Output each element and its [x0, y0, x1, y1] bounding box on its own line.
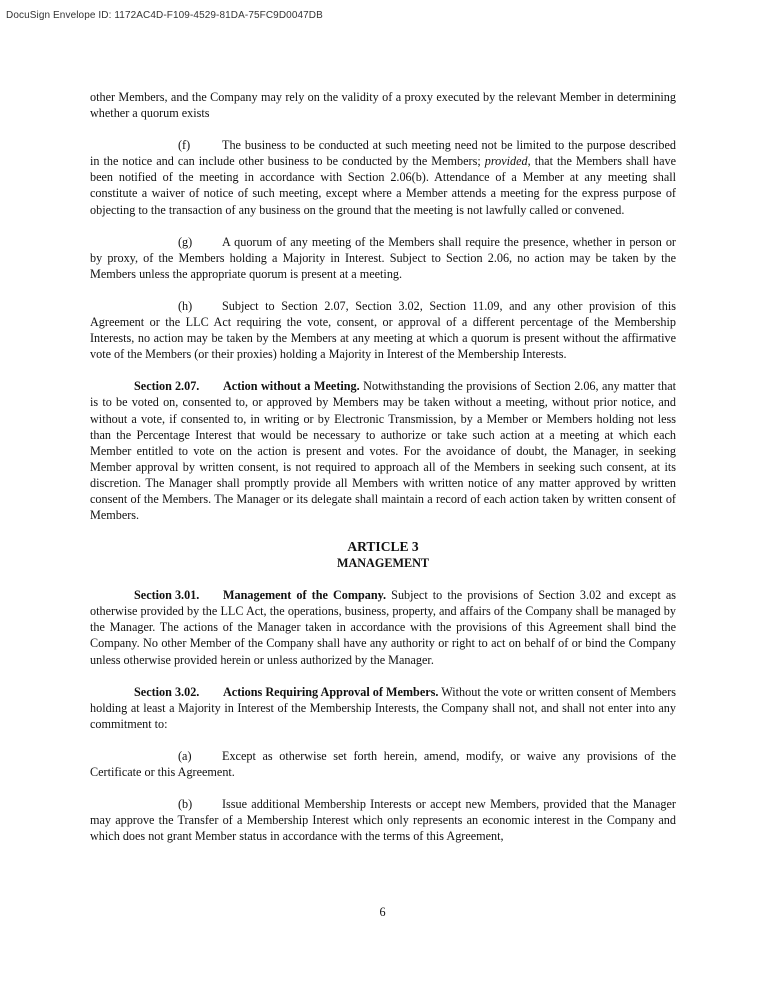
- paragraph-f-italic: provided: [484, 154, 528, 169]
- paragraph-h-text: Subject to Section 2.07, Section 3.02, Section 11.09, and any other provision of this Agreement or the LLC Act requiring the vote, consent, or approval of a different percentage of the Membership Interests, no action may be taken by the Members at any meeting at which a quorum is present without the affirmative vote of the Members (or their proxies) holding a Majority in Interest of the Membership Interests.: [90, 298, 676, 362]
- section-2-07-text: Notwithstanding the provisions of Section 2.06, any matter that is to be voted on, consented to, or approved by Members may be taken without a meeting, without prior notice, and without a vote, if consented to, in writing or by Electronic Transmission, by a Member or Members holding not less than the Percentage Interest that would be necessary to authorize or take such action at a meeting at which each Member entitled to vote on the action is present and votes. For the avoidance of doubt, the Manager, in seeking Member approval by written consent, is not required to approach all of the Members in seeking such consent, at its discretion. The Manager shall promptly provide all Members with written notice of any matter approved by written consent of the Members. The Manager or its delegate shall maintain a record of each action taken by written consent of Members.: [90, 379, 676, 523]
- item-3-02-a: [90, 748, 676, 780]
- item-3-02-a-text: Except as otherwise set forth herein, amend, modify, or waive any provisions of the Certificate or this Agreement.: [90, 748, 676, 779]
- paragraph-proxy-continuation: other Members, and the Company may rely on the validity of a proxy executed by the relevant Member in determining whether a quorum exists: [90, 90, 676, 121]
- section-3-02-text: Without the vote or written consent of Members holding at least a Majority in Interest of the Membership Interests, the Company shall not, and shall not enter into any commitment to:: [90, 684, 677, 731]
- item-3-02-b: [90, 796, 676, 844]
- paragraph-g-text: A quorum of any meeting of the Members shall require the presence, whether in person or by proxy, of the Members holding a Majority in Interest. Subject to Section 2.06, no action may be taken by the Members unless the appropriate quorum is present at a meeting.: [90, 234, 676, 281]
- section-2-07: [90, 378, 676, 523]
- paragraph-g-label: (g): [178, 234, 193, 249]
- section-3-02-number: Section 3.02.: [134, 684, 200, 699]
- paragraph-f-text-b: , that the Members shall have been notified of the meeting in accordance with Section 2.06(b). Attendance of a Member at any meeting shall constitute a waiver of notice of such meeting, except where a Member attends a meeting for the express purpose of objecting to the transaction of any business on the ground that the meeting is not lawfully called or convened.: [90, 154, 676, 217]
- document-body: [90, 89, 676, 860]
- item-3-02-b-label: (b): [178, 797, 193, 812]
- article-title: ARTICLE 3: [347, 539, 419, 555]
- section-3-01: [90, 587, 676, 667]
- paragraph-f: [90, 137, 676, 217]
- page-number: 6: [379, 905, 386, 919]
- item-3-02-a-label: (a): [178, 748, 192, 763]
- paragraph-h-label: (h): [178, 298, 193, 313]
- section-3-02: [90, 684, 676, 732]
- section-3-02-title: Actions Requiring Approval of Members.: [223, 684, 439, 699]
- section-3-01-number: Section 3.01.: [134, 588, 200, 603]
- section-2-07-number: Section 2.07.: [134, 379, 200, 394]
- paragraph-f-label: (f): [178, 138, 191, 153]
- section-3-01-title: Management of the Company.: [223, 588, 387, 603]
- paragraph-g: [90, 234, 676, 282]
- article-heading: [90, 539, 676, 571]
- section-3-01-text: Subject to the provisions of Section 3.02 and except as otherwise provided by the LLC Act, the operations, business, property, and affairs of the Company shall be managed by the Manager. The actions of the Manager taken in accordance with the provisions of this Agreement shall bind the Company. No other Member of the Company shall have any authority or right to act on behalf of or bind the Company unless otherwise provided herein or unless authorized by the Manager.: [90, 588, 676, 667]
- paragraph-h: [90, 298, 676, 362]
- item-3-02-b-text: Issue additional Membership Interests or accept new Members, provided that the Manager may approve the Transfer of a Membership Interest which only represents an economic interest in the Company and which does not grant Member status in accordance with the terms of this Agreement,: [90, 797, 676, 844]
- paragraph-f-text-a: The business to be conducted at such meeting need not be limited to the purpose described in the notice and can include other business to be conducted by the Members;: [90, 138, 676, 169]
- docusign-envelope-id: DocuSign Envelope ID: 1172AC4D-F109-4529-81DA-75FC9D0047DB: [6, 10, 323, 21]
- section-2-07-title: Action without a Meeting.: [223, 379, 360, 394]
- article-subtitle: MANAGEMENT: [336, 556, 430, 571]
